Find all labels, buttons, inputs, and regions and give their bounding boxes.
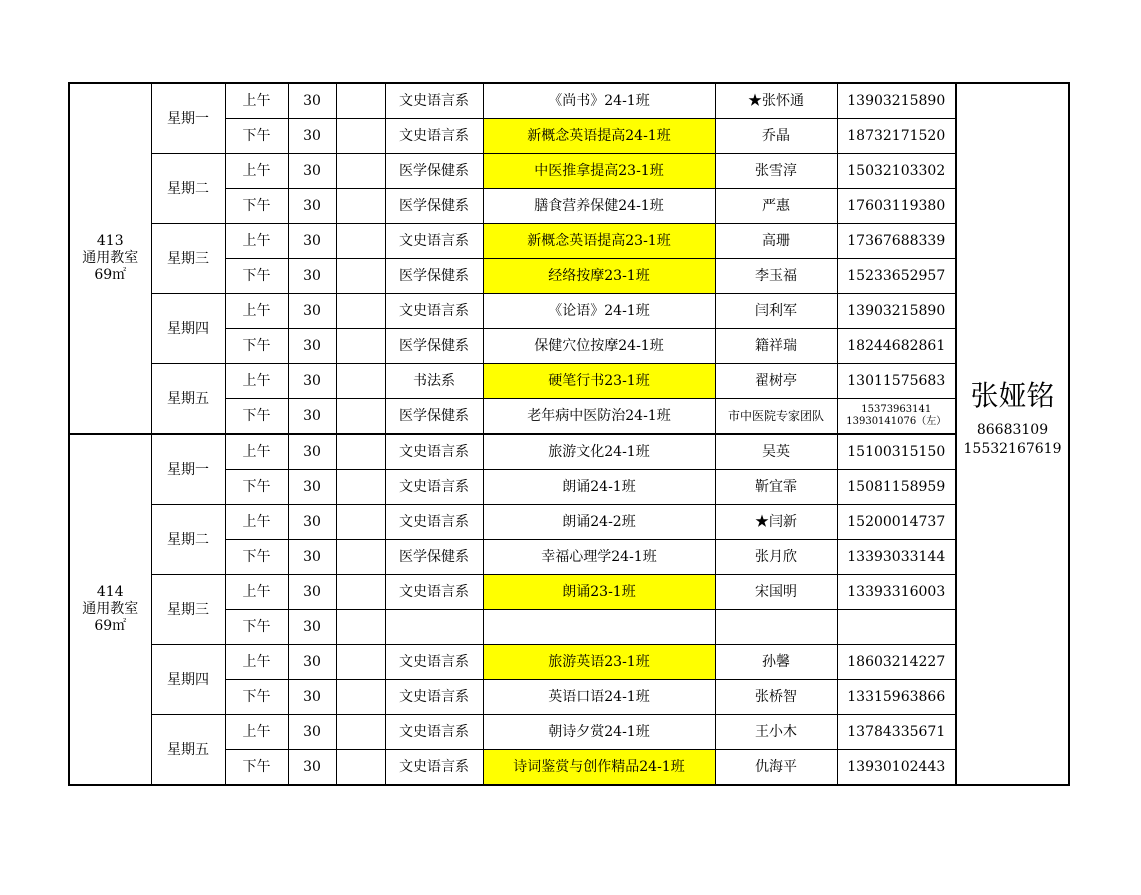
capacity-cell: 30 xyxy=(288,434,336,470)
room-cell xyxy=(69,434,151,785)
period-cell: 上午 xyxy=(225,294,288,329)
day-cell: 星期二 xyxy=(151,505,225,575)
course-cell: 老年病中医防治24-1班 xyxy=(483,399,715,435)
period-cell: 下午 xyxy=(225,119,288,154)
course-cell: 新概念英语提高23-1班 xyxy=(483,224,715,259)
capacity-cell: 30 xyxy=(288,224,336,259)
period-cell: 下午 xyxy=(225,610,288,645)
phone-secondary: 13930141076（左） xyxy=(846,416,947,427)
blank-cell xyxy=(336,119,385,154)
course-cell: 硬笔行书23-1班 xyxy=(483,364,715,399)
department-cell: 文史语言系 xyxy=(385,119,483,154)
table-row xyxy=(69,645,1069,680)
blank-cell xyxy=(336,680,385,715)
table-row xyxy=(69,154,1069,189)
period-cell: 上午 xyxy=(225,505,288,540)
period-cell: 上午 xyxy=(225,434,288,470)
phone-cell: 18603214227 xyxy=(837,645,956,680)
room-area: 69㎡ xyxy=(94,618,127,634)
department-cell: 医学保健系 xyxy=(385,540,483,575)
teacher-cell: 宋国明 xyxy=(715,575,837,610)
capacity-cell: 30 xyxy=(288,83,336,119)
phone-cell: 17603119380 xyxy=(837,189,956,224)
teacher-cell: 靳宜霏 xyxy=(715,470,837,505)
phone-cell: 13011575683 xyxy=(837,364,956,399)
blank-cell xyxy=(336,505,385,540)
course-cell: 朝诗夕赏24-1班 xyxy=(483,715,715,750)
phone-cell: 13393316003 xyxy=(837,575,956,610)
department-cell: 医学保健系 xyxy=(385,399,483,435)
capacity-cell: 30 xyxy=(288,715,336,750)
capacity-cell: 30 xyxy=(288,505,336,540)
department-cell: 文史语言系 xyxy=(385,224,483,259)
period-cell: 下午 xyxy=(225,750,288,786)
phone-cell: 13315963866 xyxy=(837,680,956,715)
department-cell: 文史语言系 xyxy=(385,680,483,715)
phone-cell: 15233652957 xyxy=(837,259,956,294)
day-cell: 星期一 xyxy=(151,83,225,154)
phone-cell: 13930102443 xyxy=(837,750,956,786)
department-cell: 文史语言系 xyxy=(385,470,483,505)
room-type: 通用教室 xyxy=(82,601,139,617)
room-number: 413 xyxy=(96,233,124,249)
teacher-cell: 李玉福 xyxy=(715,259,837,294)
teacher-cell: 张月欣 xyxy=(715,540,837,575)
teacher-cell: 严惠 xyxy=(715,189,837,224)
blank-cell xyxy=(336,364,385,399)
table-row xyxy=(69,224,1069,259)
course-cell: 中医推拿提高23-1班 xyxy=(483,154,715,189)
department-cell: 文史语言系 xyxy=(385,505,483,540)
phone-cell: 15100315150 xyxy=(837,434,956,470)
contact-cell xyxy=(956,83,1069,785)
capacity-cell: 30 xyxy=(288,610,336,645)
teacher-cell: 乔晶 xyxy=(715,119,837,154)
period-cell: 上午 xyxy=(225,83,288,119)
period-cell: 下午 xyxy=(225,259,288,294)
table-row xyxy=(69,575,1069,610)
period-cell: 上午 xyxy=(225,154,288,189)
period-cell: 下午 xyxy=(225,329,288,364)
phone-cell: 15200014737 xyxy=(837,505,956,540)
period-cell: 下午 xyxy=(225,189,288,224)
teacher-cell: 吴英 xyxy=(715,434,837,470)
capacity-cell: 30 xyxy=(288,680,336,715)
course-cell: 朗诵24-2班 xyxy=(483,505,715,540)
department-cell: 文史语言系 xyxy=(385,83,483,119)
period-cell: 下午 xyxy=(225,540,288,575)
capacity-cell: 30 xyxy=(288,364,336,399)
period-cell: 上午 xyxy=(225,645,288,680)
course-cell: 旅游英语23-1班 xyxy=(483,645,715,680)
day-cell: 星期五 xyxy=(151,364,225,435)
table-row xyxy=(69,364,1069,399)
period-cell: 上午 xyxy=(225,715,288,750)
course-cell: 朗诵24-1班 xyxy=(483,470,715,505)
department-cell: 医学保健系 xyxy=(385,189,483,224)
teacher-cell: 籍祥瑞 xyxy=(715,329,837,364)
blank-cell xyxy=(336,154,385,189)
blank-cell xyxy=(336,540,385,575)
capacity-cell: 30 xyxy=(288,294,336,329)
capacity-cell: 30 xyxy=(288,540,336,575)
department-cell: 医学保健系 xyxy=(385,329,483,364)
teacher-cell: 仇海平 xyxy=(715,750,837,786)
teacher-cell: ★张怀通 xyxy=(715,83,837,119)
period-cell: 下午 xyxy=(225,470,288,505)
schedule-table xyxy=(68,82,1070,786)
room-cell xyxy=(69,83,151,434)
day-cell: 星期四 xyxy=(151,294,225,364)
capacity-cell: 30 xyxy=(288,645,336,680)
day-cell: 星期三 xyxy=(151,224,225,294)
teacher-cell: 王小木 xyxy=(715,715,837,750)
period-cell: 下午 xyxy=(225,680,288,715)
course-cell: 幸福心理学24-1班 xyxy=(483,540,715,575)
course-cell: 膳食营养保健24-1班 xyxy=(483,189,715,224)
phone-cell: 13393033144 xyxy=(837,540,956,575)
department-cell: 文史语言系 xyxy=(385,434,483,470)
phone-cell xyxy=(837,610,956,645)
period-cell: 上午 xyxy=(225,364,288,399)
blank-cell xyxy=(336,575,385,610)
blank-cell xyxy=(336,224,385,259)
teacher-cell xyxy=(715,610,837,645)
blank-cell xyxy=(336,83,385,119)
phone-cell: 18732171520 xyxy=(837,119,956,154)
course-cell: 《尚书》24-1班 xyxy=(483,83,715,119)
course-cell: 旅游文化24-1班 xyxy=(483,434,715,470)
course-cell: 英语口语24-1班 xyxy=(483,680,715,715)
capacity-cell: 30 xyxy=(288,575,336,610)
course-cell xyxy=(483,610,715,645)
teacher-cell: 高珊 xyxy=(715,224,837,259)
department-cell: 文史语言系 xyxy=(385,715,483,750)
capacity-cell: 30 xyxy=(288,259,336,294)
department-cell: 书法系 xyxy=(385,364,483,399)
phone-cell xyxy=(837,399,956,435)
blank-cell xyxy=(336,750,385,786)
phone-cell: 13784335671 xyxy=(837,715,956,750)
blank-cell xyxy=(336,610,385,645)
department-cell: 文史语言系 xyxy=(385,575,483,610)
room-area: 69㎡ xyxy=(94,267,127,283)
day-cell: 星期四 xyxy=(151,645,225,715)
phone-primary: 15373963141 xyxy=(861,404,932,415)
teacher-cell: 张桥智 xyxy=(715,680,837,715)
department-cell: 医学保健系 xyxy=(385,259,483,294)
blank-cell xyxy=(336,189,385,224)
capacity-cell: 30 xyxy=(288,329,336,364)
course-cell: 保健穴位按摩24-1班 xyxy=(483,329,715,364)
phone-cell: 17367688339 xyxy=(837,224,956,259)
blank-cell xyxy=(336,434,385,470)
capacity-cell: 30 xyxy=(288,470,336,505)
phone-cell: 15081158959 xyxy=(837,470,956,505)
teacher-cell: ★闫新 xyxy=(715,505,837,540)
teacher-cell: 翟树亭 xyxy=(715,364,837,399)
course-cell: 诗词鉴赏与创作精品24-1班 xyxy=(483,750,715,786)
blank-cell xyxy=(336,259,385,294)
table-row xyxy=(69,294,1069,329)
course-cell: 朗诵23-1班 xyxy=(483,575,715,610)
room-number: 414 xyxy=(96,584,124,600)
blank-cell xyxy=(336,645,385,680)
capacity-cell: 30 xyxy=(288,119,336,154)
blank-cell xyxy=(336,715,385,750)
table-row xyxy=(69,434,1069,470)
day-cell: 星期二 xyxy=(151,154,225,224)
capacity-cell: 30 xyxy=(288,189,336,224)
period-cell: 上午 xyxy=(225,575,288,610)
phone-cell: 13903215890 xyxy=(837,83,956,119)
capacity-cell: 30 xyxy=(288,750,336,786)
period-cell: 下午 xyxy=(225,399,288,435)
blank-cell xyxy=(336,294,385,329)
teacher-cell: 市中医院专家团队 xyxy=(715,399,837,435)
contact-phone-mobile: 15532167619 xyxy=(963,441,1062,457)
department-cell: 文史语言系 xyxy=(385,294,483,329)
phone-cell: 18244682861 xyxy=(837,329,956,364)
department-cell xyxy=(385,610,483,645)
capacity-cell: 30 xyxy=(288,154,336,189)
table-row xyxy=(69,83,1069,119)
phone-cell: 13903215890 xyxy=(837,294,956,329)
contact-phone-office: 86683109 xyxy=(976,422,1049,438)
department-cell: 文史语言系 xyxy=(385,750,483,786)
table-row xyxy=(69,715,1069,750)
teacher-cell: 闫利军 xyxy=(715,294,837,329)
course-cell: 经络按摩23-1班 xyxy=(483,259,715,294)
day-cell: 星期三 xyxy=(151,575,225,645)
course-cell: 《论语》24-1班 xyxy=(483,294,715,329)
room-type: 通用教室 xyxy=(82,250,139,266)
department-cell: 医学保健系 xyxy=(385,154,483,189)
day-cell: 星期一 xyxy=(151,434,225,505)
period-cell: 上午 xyxy=(225,224,288,259)
blank-cell xyxy=(336,329,385,364)
table-row xyxy=(69,505,1069,540)
day-cell: 星期五 xyxy=(151,715,225,786)
capacity-cell: 30 xyxy=(288,399,336,435)
teacher-cell: 张雪淳 xyxy=(715,154,837,189)
contact-name: 张娅铭 xyxy=(970,379,1055,412)
course-cell: 新概念英语提高24-1班 xyxy=(483,119,715,154)
blank-cell xyxy=(336,399,385,435)
phone-cell: 15032103302 xyxy=(837,154,956,189)
department-cell: 文史语言系 xyxy=(385,645,483,680)
teacher-cell: 孙馨 xyxy=(715,645,837,680)
blank-cell xyxy=(336,470,385,505)
